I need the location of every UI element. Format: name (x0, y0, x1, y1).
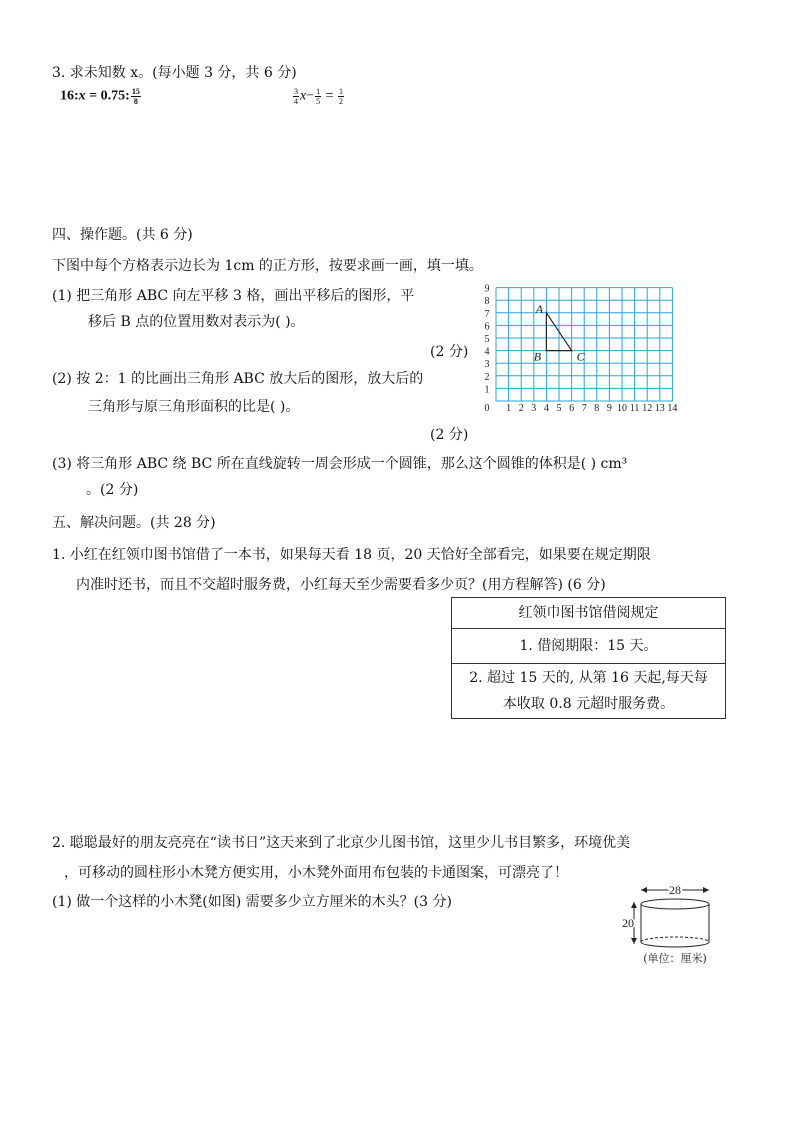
library-rules-table (451, 597, 726, 719)
cylinder-top (641, 899, 709, 909)
eq2-den1: 4 (294, 97, 298, 106)
s4-q2-line1: (2) 按 2：1 的比画出三角形 ABC 放大后的图形，放大后的 (52, 371, 424, 387)
y-tick-label: 4 (484, 346, 490, 358)
s5-p1-line1: 1. 小红在红领巾图书馆借了一本书，如果每天看 18 页，20 天恰好全部看完，如果要在规定期限 (52, 547, 651, 563)
x-tick-label: 7 (581, 403, 587, 414)
x-tick-label: 11 (629, 403, 640, 414)
x-tick-label: 4 (543, 403, 549, 414)
x-tick-label: 9 (606, 403, 612, 414)
stool-height-label: 20 (622, 916, 634, 930)
y-tick-label: 1 (484, 384, 490, 396)
rules-row-1: 1. 借阅期限：15 天。 (452, 629, 726, 664)
section4-intro: 下图中每个方格表示边长为 1cm 的正方形，按要求画一画，填一填。 (52, 258, 483, 274)
height-arrow-bottom (631, 938, 637, 944)
eq1-left: 16: (60, 88, 79, 104)
rules-row-2-line2: 本收取 0.8 元超时服务费。 (502, 696, 675, 712)
eq2-fraction-1 (293, 87, 299, 106)
s4-q1-score: (2 分) (430, 344, 469, 360)
s4-q1-line1: (1) 把三角形 ABC 向左平移 3 格，画出平移后的图形，平 (52, 288, 415, 304)
eq1-den: 8 (133, 97, 138, 106)
s5-p1-line2: 内准时还书，而且不交超时服务费，小红每天至少需要看多少页？(用方程解答) (6 分) (76, 577, 606, 593)
stool-width-label: 28 (669, 883, 681, 897)
s4-q2-line2: 三角形与原三角形面积的比是( )。 (88, 399, 300, 415)
rules-title: 红领巾图书馆借阅规定 (452, 598, 726, 629)
y-tick-label: 3 (484, 359, 490, 371)
width-arrow-left (641, 887, 647, 893)
eq2-num2: 1 (316, 87, 321, 96)
y-tick-label: 6 (484, 321, 490, 333)
eq2-num1: 3 (294, 87, 298, 96)
eq2-den3: 2 (339, 97, 344, 106)
s4-q3-line2: 。(2 分) (86, 482, 139, 498)
rules-row-2 (452, 664, 726, 719)
stool-figure (615, 880, 755, 970)
eq1-mid: = 0.75: (85, 88, 130, 104)
equation-1 (60, 87, 142, 106)
s4-q1-line2: 移后 B 点的位置用数对表示为( )。 (88, 314, 305, 330)
x-tick-label: 5 (556, 403, 562, 414)
x-tick-label: 0 (484, 403, 490, 414)
x-tick-label: 12 (642, 403, 653, 414)
y-tick-label: 5 (484, 334, 490, 345)
x-axis-ticks (485, 403, 678, 414)
width-arrow-right (703, 887, 709, 893)
y-axis-ticks (485, 284, 490, 396)
rules-row-2-line1: 2. 超过 15 天的, 从第 16 天起,每天每 (469, 670, 708, 686)
s4-q3-line1: (3) 将三角形 ABC 绕 BC 所在直线旋转一周会形成一个圆锥，那么这个圆锥的体积是( ) cm³ (52, 456, 628, 472)
s4-q2-score: (2 分) (430, 427, 469, 443)
y-tick-label: 8 (484, 296, 490, 308)
eq1-fraction (131, 87, 141, 106)
vertex-label: C (576, 349, 585, 364)
x-tick-label: 8 (594, 403, 600, 414)
cylinder-bottom-front (641, 942, 709, 947)
eq2-equals: = (322, 88, 338, 104)
s5-p2-q1: (1) 做一个这样的小木凳(如图) 需要多少立方厘米的木头？(3 分) (52, 894, 452, 910)
x-tick-label: 13 (654, 403, 665, 414)
x-tick-label: 1 (506, 403, 512, 414)
eq2-minus: − (306, 88, 315, 104)
stool-unit-label: (单位：厘米) (643, 952, 707, 965)
section5-heading: 五、解决问题。(共 28 分) (52, 515, 216, 531)
eq1-num: 15 (131, 87, 140, 96)
s5-p2-line2: ，可移动的圆柱形小木凳方便实用，小木凳外面用布包装的卡通图案，可漂亮了！ (64, 865, 568, 881)
x-tick-label: 2 (518, 403, 524, 414)
x-tick-label: 10 (617, 403, 627, 414)
eq2-x: x (300, 88, 307, 104)
section4-heading: 四、操作题。(共 6 分) (52, 227, 193, 243)
x-tick-label: 14 (667, 403, 678, 414)
grid-lines (496, 288, 672, 401)
eq1-x: x (78, 88, 86, 104)
vertex-label: A (535, 301, 544, 316)
eq2-num3: 1 (339, 87, 344, 96)
height-arrow-top (631, 902, 637, 908)
cylinder-bottom-back (641, 937, 709, 942)
eq2-fraction-3 (338, 87, 344, 106)
x-tick-label: 6 (569, 403, 575, 414)
eq2-den2: 5 (316, 97, 321, 106)
equation-2 (292, 87, 345, 106)
eq2-fraction-2 (315, 87, 321, 106)
y-tick-label: 9 (484, 283, 490, 295)
coordinate-grid (474, 276, 724, 416)
s5-p2-line1: 2. 聪聪最好的朋友亮亮在“读书日”这天来到了北京少儿图书馆，这里少儿书目繁多，环境优美 (52, 835, 631, 851)
y-tick-label: 7 (484, 308, 490, 320)
triangle-abc (534, 302, 586, 364)
x-tick-label: 3 (531, 403, 537, 414)
y-tick-label: 2 (484, 371, 490, 383)
q3-title: 3. 求未知数 x。(每小题 3 分，共 6 分) (52, 65, 297, 81)
vertex-label: B (533, 349, 542, 364)
